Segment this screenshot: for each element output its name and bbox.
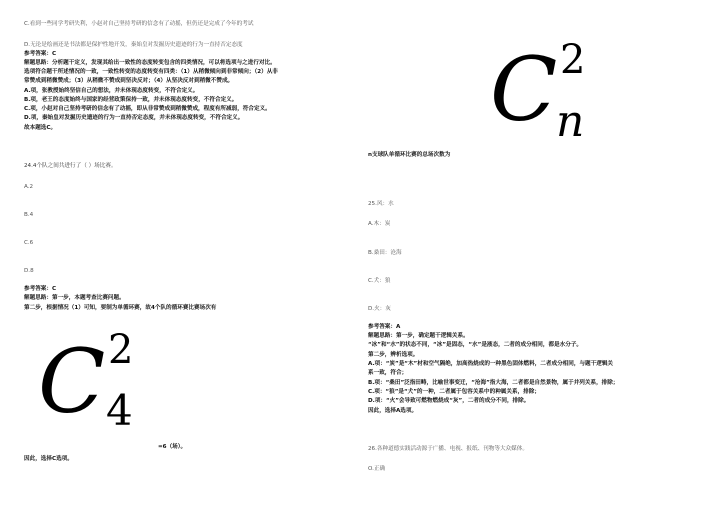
option-a: A.2 <box>24 184 34 190</box>
explanation-line: 第二步，根据情况（1）可知，要制为单循环赛，故4个队的循环赛比赛场次有 <box>24 305 217 311</box>
explanation-line: B.项，老王的态度始终与国家的经营政策保持一致，并未体现态度转变，不符合定义。 <box>24 97 238 103</box>
question-26: 26.各种道德实践活动源于广播、电视、报纸、刊物等大众媒体。 <box>368 446 528 452</box>
answer-label: 参考答案：C <box>24 51 57 57</box>
combination-formula-n <box>490 37 600 150</box>
formula-superscript: 2 <box>108 327 134 373</box>
formula-caption: n支球队单循环比赛的总场次数为 <box>368 152 451 158</box>
explanation-line: 第二步，辨析选项。 <box>368 352 419 358</box>
explanation-line: 系一致，符合； <box>368 370 408 376</box>
question-24: 24.4个队之间共进行了（ ）场比赛。 <box>24 163 117 169</box>
conclusion: 因此，选择C选项。 <box>24 456 73 462</box>
option-b: B.桑田：沧海 <box>368 250 402 256</box>
explanation-line: D.项：“火”会导致可燃物燃烧成“灰”，二者的成分不同，排除。 <box>368 398 530 404</box>
explanation-line: 解题思路：第一步，确定题干逻辑关系。 <box>368 333 469 339</box>
option-c: C.犬：狼 <box>368 278 391 284</box>
explanation-line: C.项：“狼”是“犬”的一种，二者属于包容关系中的种属关系，排除； <box>368 389 540 395</box>
answer-label: 参考答案：C <box>24 286 57 292</box>
combination-formula-4 <box>38 327 148 442</box>
explanation-line: 解题思路：分析题干定义，发现其给出一致性的态度转变包含的四类情况，可以将选项与之进行对比。 <box>24 60 276 66</box>
explanation-line: 解题思路：第一步，本题考查比赛问题。 <box>24 295 125 301</box>
explanation-line: 因此，选择A选项。 <box>368 408 418 414</box>
explanation-line: 常赞成到稍微赞成；（3）从稍微不赞成到坚决反对；（4）从坚决反对到稍微不赞成。 <box>24 78 234 84</box>
explanation-line: A.项：“炭”是“木”材和空气隔绝，加高热烧成的一种黑色固体燃料，二者成分相同，与题干逻辑关 <box>368 361 614 367</box>
explanation-line: B.项：“桑田”泛指田畴，比喻世事变迁，“沧海”指大海，二者都是自然景物，属于并列关系，排除； <box>368 380 619 386</box>
explanation-line: 选项符合题干所述情况的一致，一致性转变的态度转变有四类：（1）从稍微倾向到非常倾向；（2）从非 <box>24 69 278 75</box>
question-25: 25.风：水 <box>368 201 394 207</box>
option-d: D.火：灰 <box>368 306 391 312</box>
option-d: D.8 <box>24 268 34 274</box>
option-o: O.正确 <box>368 466 386 472</box>
explanation-line: C.项，小赵对自己坚持考研的信念有了动摇，即从非常赞成到稍微赞成，程度有所减弱，符合定义。 <box>24 106 271 112</box>
option-a: A.木：炭 <box>368 221 391 227</box>
formula-base: C <box>490 38 558 141</box>
explanation-line: 故本题选C。 <box>24 125 57 131</box>
explanation-line: “冰”和“水”的状态不同，“冰”是固态，“水”是液态，二者的成分相同，都是水分子。 <box>368 342 583 348</box>
explanation-line: A.项，张教授始终坚信自己的想法，并未体现态度转变，不符合定义。 <box>24 88 199 94</box>
formula-subscript: n <box>556 96 585 147</box>
option-b: B.4 <box>24 212 34 218</box>
option-d: D.无论是绘画还是书法都是保护性地开发，秦始皇对发掘历史遗迹的行为一直持否定态度 <box>24 42 243 48</box>
formula-superscript: 2 <box>560 37 586 83</box>
answer-label: 参考答案：A <box>368 324 401 330</box>
explanation-line: D.项，秦始皇对发掘历史遗迹的行为一直持否定态度，并未体现态度转变，不符合定义。 <box>24 115 244 121</box>
formula-base: C <box>38 330 106 433</box>
formula-subscript: 4 <box>106 386 133 435</box>
formula-result: =6（场）。 <box>158 444 187 450</box>
option-c: C.看到一些同学考研失利，小赵对自己坚持考研的信念有了动摇，但仍还是完成了今年的考试 <box>24 21 254 27</box>
option-c: C.6 <box>24 240 34 246</box>
